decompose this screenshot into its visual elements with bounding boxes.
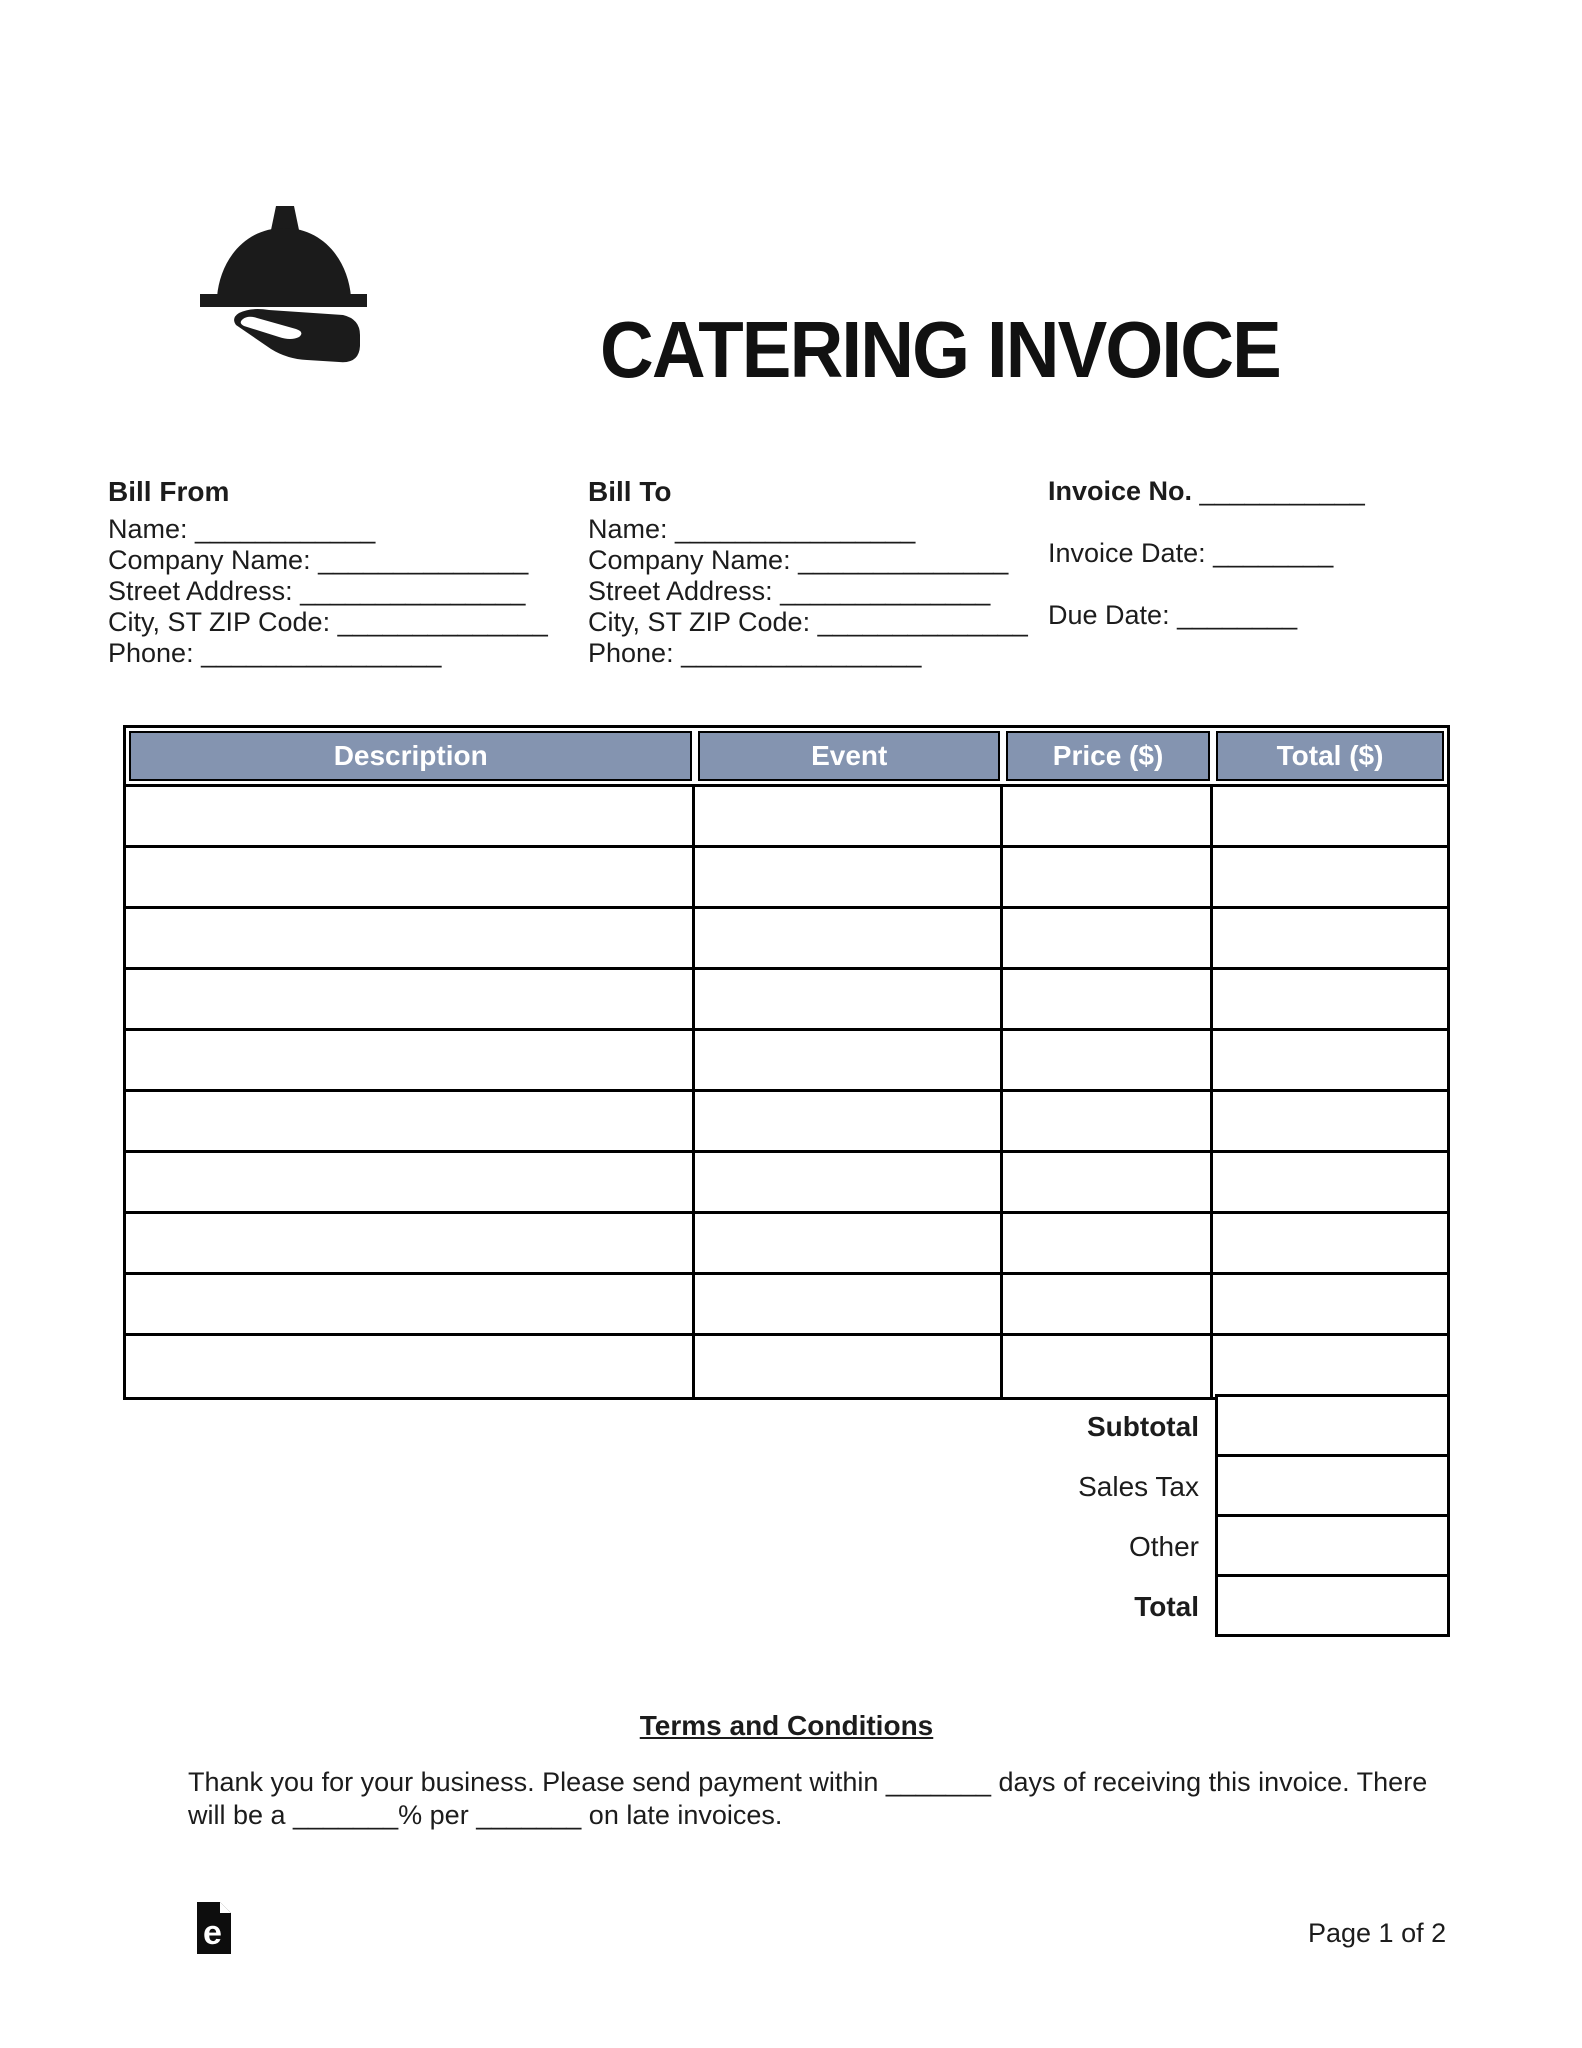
table-cell	[1003, 1153, 1213, 1211]
bill-to-city-field: City, ST ZIP Code: ______________	[588, 607, 1028, 637]
table-cell	[126, 970, 695, 1028]
invoice-date-field: Invoice Date: ________	[1048, 538, 1334, 568]
other-value-box	[1215, 1514, 1450, 1577]
table-row	[126, 848, 1447, 909]
table-cell	[695, 1336, 1003, 1397]
table-cell	[1213, 787, 1447, 845]
terms-heading: Terms and Conditions	[639, 1710, 934, 1741]
table-cell	[695, 848, 1003, 906]
cloche-on-hand-icon	[193, 198, 371, 366]
bill-to-name-field: Name: ________________	[588, 514, 916, 544]
bill-from-phone-field: Phone: ________________	[108, 638, 442, 668]
sales-tax-value-box	[1215, 1454, 1450, 1517]
table-row	[126, 787, 1447, 848]
bill-to-heading: Bill To	[588, 476, 672, 507]
table-row	[126, 1031, 1447, 1092]
table-cell	[1003, 1275, 1213, 1333]
table-row	[126, 909, 1447, 970]
table-cell	[695, 1275, 1003, 1333]
table-cell	[1213, 1336, 1447, 1397]
table-cell	[1213, 909, 1447, 967]
table-body	[126, 784, 1447, 1397]
table-cell	[126, 1214, 695, 1272]
subtotal-label: Subtotal	[1087, 1411, 1199, 1442]
page-number: Page 1 of 2	[1308, 1918, 1447, 1948]
table-row	[126, 1214, 1447, 1275]
invoice-number-label: Invoice No.	[1048, 476, 1193, 506]
table-cell	[695, 1214, 1003, 1272]
table-cell	[695, 787, 1003, 845]
table-cell	[126, 909, 695, 967]
bill-to-company-field: Company Name: ______________	[588, 545, 1009, 575]
logo-letter: e	[203, 1914, 222, 1952]
terms-line-2: will be a _______% per _______ on late invoices.	[188, 1800, 783, 1830]
bill-from-name-field: Name: ____________	[108, 514, 376, 544]
invoice-number-blank: ___________	[1192, 476, 1365, 506]
table-cell	[695, 909, 1003, 967]
sales-tax-label: Sales Tax	[1078, 1471, 1199, 1502]
subtotal-value-box	[1215, 1394, 1450, 1457]
summary-row-subtotal	[123, 1397, 1450, 1457]
total-value-box	[1215, 1574, 1450, 1637]
table-cell	[695, 1092, 1003, 1150]
table-cell	[1003, 1031, 1213, 1089]
table-cell	[1003, 1214, 1213, 1272]
table-cell	[1213, 1092, 1447, 1150]
table-row	[126, 1153, 1447, 1214]
summary-section	[123, 1397, 1450, 1637]
table-cell	[1213, 1214, 1447, 1272]
page-title: CATERING INVOICE	[600, 305, 1280, 394]
other-label: Other	[1128, 1531, 1199, 1562]
bill-from-heading: Bill From	[108, 476, 230, 507]
due-date-field: Due Date: ________	[1048, 600, 1298, 630]
table-cell	[1213, 848, 1447, 906]
table-cell	[1213, 1031, 1447, 1089]
column-header-event: Event	[695, 728, 1003, 784]
table-cell	[1213, 970, 1447, 1028]
bill-from-city-field: City, ST ZIP Code: ______________	[108, 607, 548, 637]
table-cell	[695, 1153, 1003, 1211]
table-cell	[1003, 848, 1213, 906]
items-table	[123, 725, 1450, 1400]
bill-to-street-field: Street Address: ______________	[588, 576, 991, 606]
table-cell	[1003, 787, 1213, 845]
total-label: Total	[1134, 1591, 1199, 1622]
table-row	[126, 1336, 1447, 1397]
table-cell	[126, 787, 695, 845]
column-header-total: Total ($)	[1213, 728, 1447, 784]
bill-to-section	[588, 476, 1028, 669]
table-cell	[1003, 1336, 1213, 1397]
table-cell	[1003, 970, 1213, 1028]
terms-line-1: Thank you for your business. Please send payment within _______ days of receiving this invoice. There	[188, 1767, 1428, 1797]
summary-row-total	[123, 1577, 1450, 1637]
table-cell	[126, 1092, 695, 1150]
column-header-price: Price ($)	[1003, 728, 1213, 784]
table-row	[126, 1275, 1447, 1336]
table-cell	[1213, 1153, 1447, 1211]
table-cell	[1213, 1275, 1447, 1333]
table-row	[126, 970, 1447, 1031]
table-cell	[1003, 909, 1213, 967]
eforms-document-icon	[195, 1901, 233, 1955]
table-header-row	[126, 728, 1447, 784]
table-cell	[126, 1336, 695, 1397]
bill-to-phone-field: Phone: ________________	[588, 638, 922, 668]
table-cell	[126, 1031, 695, 1089]
table-cell	[695, 970, 1003, 1028]
table-row	[126, 1092, 1447, 1153]
invoice-number-field	[1048, 476, 1365, 507]
table-cell	[126, 1275, 695, 1333]
bill-from-company-field: Company Name: ______________	[108, 545, 529, 575]
column-header-description: Description	[126, 728, 695, 784]
summary-row-other	[123, 1517, 1450, 1577]
summary-row-sales-tax	[123, 1457, 1450, 1517]
table-cell	[695, 1031, 1003, 1089]
table-cell	[126, 1153, 695, 1211]
table-cell	[1003, 1092, 1213, 1150]
bill-from-street-field: Street Address: _______________	[108, 576, 526, 606]
terms-paragraph	[188, 1766, 1427, 1832]
table-cell	[126, 848, 695, 906]
bill-from-section	[108, 476, 548, 669]
